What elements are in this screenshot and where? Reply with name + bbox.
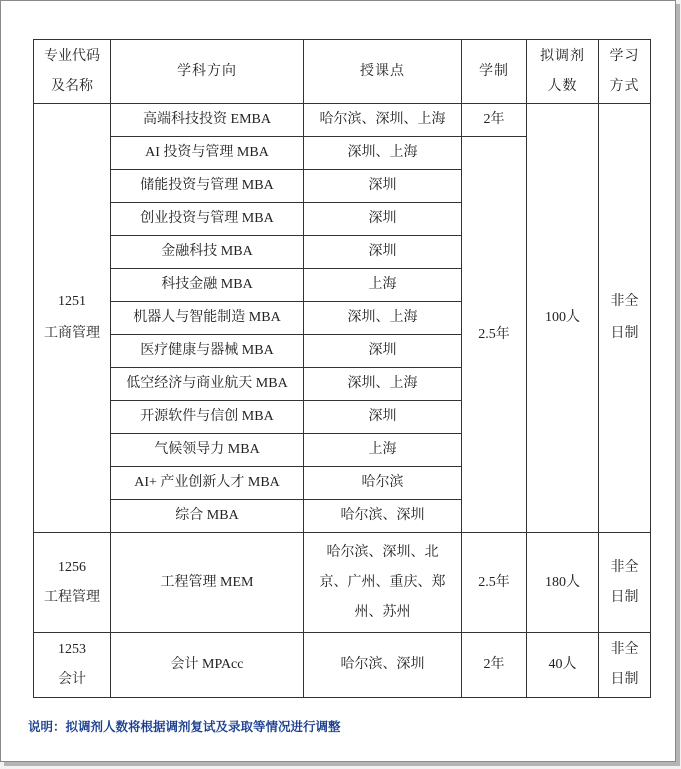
direction-cell: 气候领导力 MBA [111,434,304,467]
group1-code-name [34,104,111,533]
direction-cell: 机器人与智能制造 MBA [111,302,304,335]
group1-quota: 100人 [527,104,599,533]
table-row [34,104,651,137]
duration-cell: 2.5年 [462,533,527,633]
group3-code: 1253 [58,642,86,657]
location-cell: 深圳、上海 [304,302,462,335]
group2-code: 1256 [58,559,86,575]
group3-mode-line1: 非全 [610,642,639,657]
group2-code-name [34,533,111,633]
header-row [34,40,651,104]
header-location: 授课点 [304,40,462,104]
direction-cell: 会计 MPAcc [111,633,304,698]
direction-cell: 储能投资与管理 MBA [111,170,304,203]
group2-mode [599,533,651,633]
header-mode [599,40,651,104]
location-line: 哈尔滨、深圳、北 [326,544,439,560]
direction-cell: 创业投资与管理 MBA [111,203,304,236]
location-cell: 哈尔滨 [304,467,462,500]
group2-mode-line2: 日制 [610,589,639,605]
header-mode-line1: 学习 [609,48,640,64]
location-cell: 深圳 [304,335,462,368]
location-cell: 深圳、上海 [304,368,462,401]
location-cell: 上海 [304,434,462,467]
group1-code: 1251 [58,294,86,309]
header-code-name-line1: 专业代码 [44,48,100,64]
header-mode-line2: 方式 [609,78,640,94]
location-line: 州、苏州 [354,604,411,620]
group1-mode [599,104,651,533]
table-row [34,633,651,698]
location-cell: 深圳 [304,170,462,203]
group2-name: 工程管理 [44,589,100,605]
location-cell: 深圳 [304,236,462,269]
location-cell: 哈尔滨、深圳 [304,633,462,698]
location-cell: 上海 [304,269,462,302]
direction-cell: 高端科技投资 EMBA [111,104,304,137]
header-quota-line2: 人数 [547,78,578,94]
group3-mode [599,633,651,698]
header-quota-line1: 拟调剂 [540,48,585,64]
direction-cell: 低空经济与商业航天 MBA [111,368,304,401]
header-code-name [34,40,111,104]
direction-cell: AI+ 产业创新人才 MBA [111,467,304,500]
group2-mode-line1: 非全 [610,559,639,575]
group3-mode-line2: 日制 [610,672,639,687]
group1-mode-line1: 非全 [610,294,639,309]
group3-quota: 40人 [527,633,599,698]
footnote: 说明：拟调剂人数将根据调剂复试及录取等情况进行调整 [28,719,341,734]
direction-cell: 工程管理 MEM [111,533,304,633]
group2-quota: 180人 [527,533,599,633]
direction-cell: 科技金融 MBA [111,269,304,302]
direction-cell: 综合 MBA [111,500,304,533]
direction-cell: 金融科技 MBA [111,236,304,269]
group3-code-name [34,633,111,698]
location-cell [304,533,462,633]
duration-cell: 2年 [462,104,527,137]
group1-mode-line2: 日制 [610,326,639,341]
duration-cell: 2年 [462,633,527,698]
location-cell: 哈尔滨、深圳、上海 [304,104,462,137]
duration-cell: 2.5年 [462,137,527,533]
group3-name: 会计 [58,672,86,687]
header-direction: 学科方向 [111,40,304,104]
direction-cell: 医疗健康与器械 MBA [111,335,304,368]
direction-cell: AI 投资与管理 MBA [111,137,304,170]
header-duration: 学制 [462,40,527,104]
header-quota [527,40,599,104]
group1-name: 工商管理 [44,326,100,341]
table-row [34,533,651,633]
direction-cell: 开源软件与信创 MBA [111,401,304,434]
location-cell: 深圳 [304,401,462,434]
location-cell: 深圳、上海 [304,137,462,170]
header-code-name-line2: 及名称 [51,78,93,94]
location-cell: 哈尔滨、深圳 [304,500,462,533]
location-line: 京、广州、重庆、郑 [319,574,446,590]
location-cell: 深圳 [304,203,462,236]
program-table [33,39,651,698]
